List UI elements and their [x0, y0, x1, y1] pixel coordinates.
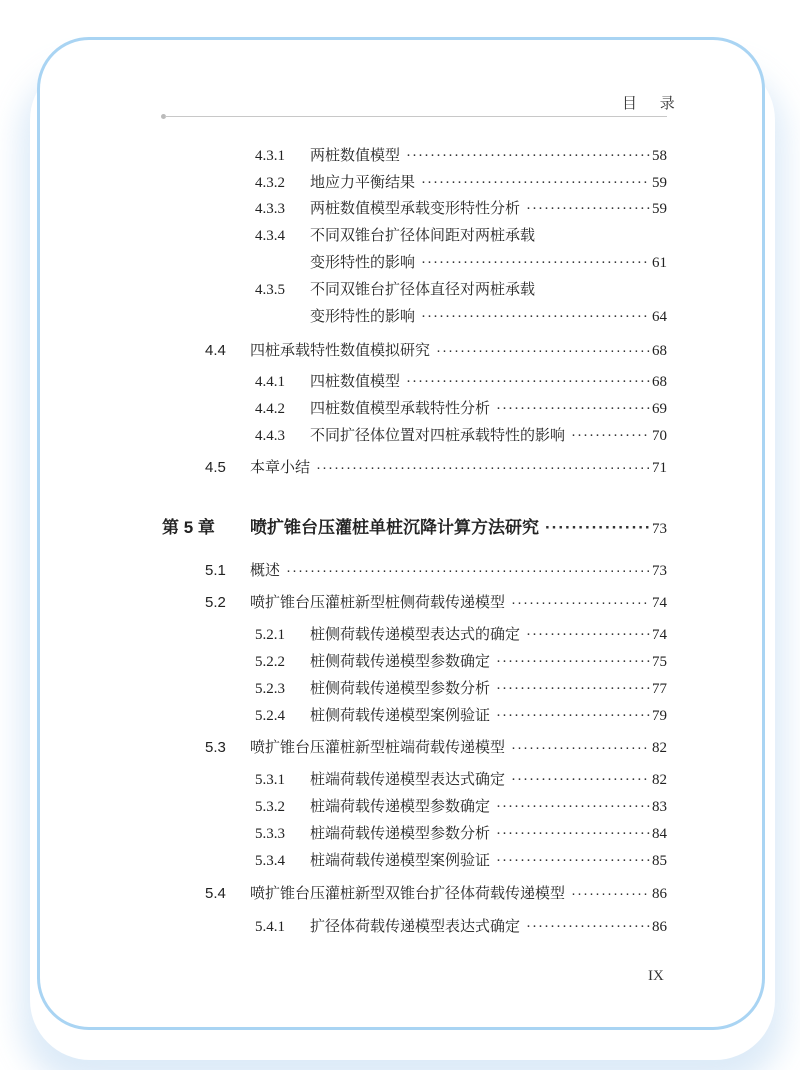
entry-number: 5.2.3	[255, 681, 285, 697]
entry-number: 4.4.2	[255, 401, 285, 417]
dot-leader	[496, 853, 650, 870]
dot-leader	[496, 799, 650, 816]
entry-title: 四桩数值模型	[310, 374, 401, 390]
entry-page: 73	[652, 521, 667, 537]
dot-leader	[511, 739, 650, 756]
toc-entry[interactable]	[255, 768, 667, 790]
entry-page: 74	[652, 595, 667, 611]
entry-page: 85	[652, 853, 667, 869]
dot-leader	[526, 919, 650, 936]
toc-entry[interactable]	[205, 339, 667, 361]
dot-leader	[511, 594, 650, 611]
dot-leader	[436, 342, 650, 359]
entry-number: 4.3.4	[255, 228, 285, 244]
entry-page: 68	[652, 374, 667, 390]
entry-title: 不同扩径体位置对四桩承载特性的影响	[310, 428, 566, 444]
dot-leader	[496, 826, 650, 843]
dot-leader	[496, 401, 650, 418]
toc-entry[interactable]	[255, 650, 667, 672]
entry-number: 5.4.1	[255, 919, 285, 935]
dot-leader	[406, 374, 650, 391]
toc-entry[interactable]	[205, 882, 667, 904]
entry-title: 桩端荷载传递模型表达式确定	[310, 772, 506, 788]
toc-entry[interactable]	[255, 197, 667, 219]
entry-number: 第 5 章	[162, 518, 215, 537]
entry-title: 两桩数值模型承载变形特性分析	[310, 201, 521, 217]
toc-entry[interactable]	[205, 456, 667, 478]
entry-title: 概述	[250, 562, 281, 579]
entry-page: 86	[652, 886, 667, 902]
toc-entry[interactable]	[255, 224, 667, 246]
entry-title: 桩端荷载传递模型案例验证	[310, 853, 491, 869]
page-number: IX	[648, 968, 664, 984]
entry-title: 喷扩锥台压灌桩新型双锥台扩径体荷载传递模型	[250, 885, 566, 902]
entry-title: 桩端荷载传递模型参数确定	[310, 799, 491, 815]
entry-page: 84	[652, 826, 667, 842]
entry-page: 75	[652, 654, 667, 670]
entry-page: 82	[652, 772, 667, 788]
dot-leader	[526, 201, 650, 218]
entry-number: 5.2.4	[255, 708, 285, 724]
dot-leader	[526, 627, 650, 644]
entry-page: 68	[652, 343, 667, 359]
entry-number: 5.3.4	[255, 853, 285, 869]
entry-number: 5.3.2	[255, 799, 285, 815]
toc-entry[interactable]	[255, 278, 667, 300]
entry-page: 59	[652, 201, 667, 217]
entry-title: 两桩数值模型	[310, 148, 401, 164]
entry-page: 70	[652, 428, 667, 444]
entry-title: 扩径体荷载传递模型表达式确定	[310, 919, 521, 935]
dot-leader	[511, 772, 650, 789]
entry-page: 74	[652, 627, 667, 643]
dot-leader	[406, 148, 650, 165]
toc-entry[interactable]	[255, 795, 667, 817]
entry-title: 喷扩锥台压灌桩新型桩端荷载传递模型	[250, 739, 506, 756]
entry-page: 82	[652, 740, 667, 756]
entry-page: 73	[652, 563, 667, 579]
entry-number: 5.2	[205, 594, 226, 611]
entry-number: 4.3.2	[255, 175, 285, 191]
entry-title: 桩侧荷载传递模型参数分析	[310, 681, 491, 697]
entry-number: 5.2.1	[255, 627, 285, 643]
dot-leader	[286, 562, 650, 579]
running-header: 目 录	[622, 94, 684, 112]
dot-leader	[496, 708, 650, 725]
dot-leader	[545, 518, 650, 538]
entry-page: 59	[652, 175, 667, 191]
toc-entry[interactable]	[255, 144, 667, 166]
entry-number: 4.3.5	[255, 282, 285, 298]
toc-entry[interactable]	[255, 424, 667, 446]
toc-entry-continuation	[310, 251, 667, 273]
toc-entry[interactable]	[255, 849, 667, 871]
entry-title: 不同双锥台扩径体间距对两桩承载	[310, 228, 536, 244]
toc-entry[interactable]	[255, 704, 667, 726]
toc-entry[interactable]	[255, 915, 667, 937]
entry-number: 5.2.2	[255, 654, 285, 670]
entry-page: 71	[652, 460, 667, 476]
toc-entry[interactable]	[205, 591, 667, 613]
dot-leader	[496, 654, 650, 671]
entry-page: 77	[652, 681, 667, 697]
entry-page: 58	[652, 148, 667, 164]
entry-title: 地应力平衡结果	[310, 175, 416, 191]
entry-number: 4.4	[205, 342, 226, 359]
entry-number: 4.3.1	[255, 148, 285, 164]
toc-entry[interactable]	[255, 623, 667, 645]
entry-title: 四桩数值模型承载特性分析	[310, 401, 491, 417]
toc-entry[interactable]	[162, 513, 667, 535]
dot-leader	[421, 309, 650, 326]
entry-title: 本章小结	[250, 459, 311, 476]
entry-number: 4.5	[205, 459, 226, 476]
toc-entry[interactable]	[255, 397, 667, 419]
entry-number: 5.3.1	[255, 772, 285, 788]
toc-entry[interactable]	[255, 370, 667, 392]
entry-number: 5.3	[205, 739, 226, 756]
toc-entry-continuation	[310, 305, 667, 327]
entry-title: 桩侧荷载传递模型表达式的确定	[310, 627, 521, 643]
toc-entry[interactable]	[255, 822, 667, 844]
dot-leader	[496, 681, 650, 698]
entry-page: 69	[652, 401, 667, 417]
entry-title-continuation: 变形特性的影响	[310, 309, 416, 325]
toc-entry[interactable]	[255, 171, 667, 193]
dot-leader	[571, 885, 650, 902]
entry-page: 86	[652, 919, 667, 935]
entry-title: 喷扩锥台压灌桩新型桩侧荷载传递模型	[250, 594, 506, 611]
dot-leader	[316, 459, 650, 476]
header-rule	[165, 116, 667, 117]
entry-number: 5.1	[205, 562, 226, 579]
entry-number: 4.4.3	[255, 428, 285, 444]
entry-title: 桩端荷载传递模型参数分析	[310, 826, 491, 842]
entry-title: 桩侧荷载传递模型参数确定	[310, 654, 491, 670]
entry-title: 不同双锥台扩径体直径对两桩承载	[310, 282, 536, 298]
dot-leader	[421, 255, 650, 272]
entry-title: 喷扩锥台压灌桩单桩沉降计算方法研究	[250, 518, 539, 537]
entry-number: 5.3.3	[255, 826, 285, 842]
entry-title: 桩侧荷载传递模型案例验证	[310, 708, 491, 724]
entry-page: 64	[652, 309, 667, 325]
toc-entry[interactable]	[205, 736, 667, 758]
entry-page: 83	[652, 799, 667, 815]
entry-page: 79	[652, 708, 667, 724]
entry-number: 4.4.1	[255, 374, 285, 390]
dot-leader	[421, 175, 650, 192]
entry-number: 4.3.3	[255, 201, 285, 217]
dot-leader	[571, 428, 650, 445]
entry-title-continuation: 变形特性的影响	[310, 255, 416, 271]
entry-page: 61	[652, 255, 667, 271]
toc-entry[interactable]	[205, 559, 667, 581]
toc-entry[interactable]	[255, 677, 667, 699]
entry-number: 5.4	[205, 885, 226, 902]
entry-title: 四桩承载特性数值模拟研究	[250, 342, 431, 359]
